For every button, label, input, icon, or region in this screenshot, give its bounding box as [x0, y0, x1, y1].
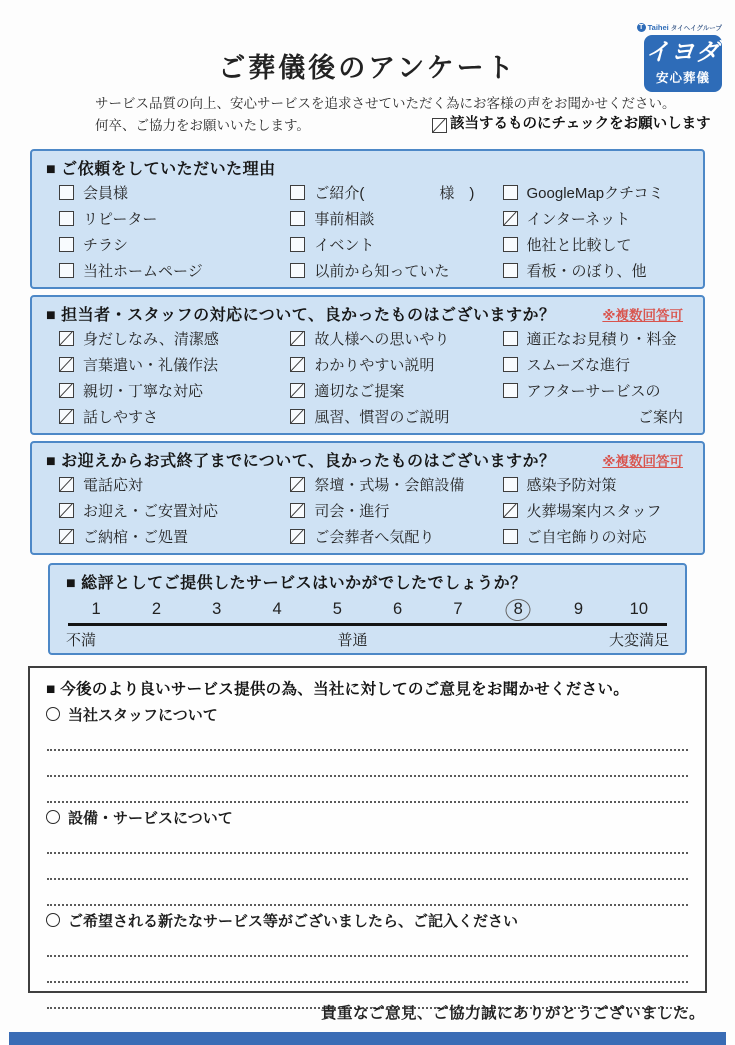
comment-prompt-label: 当社スタッフについて — [68, 706, 218, 724]
checkbox-option[interactable] — [503, 231, 689, 257]
checkbox-icon[interactable] — [59, 237, 74, 252]
circle-bullet-icon — [46, 707, 60, 721]
company-logo — [627, 23, 722, 92]
checkbox-icon[interactable] — [503, 357, 518, 372]
rating-value-selected[interactable]: 8 — [488, 597, 548, 622]
option-label: 司会・進行 — [314, 502, 390, 520]
option-label: スムーズな進行 — [526, 356, 631, 374]
checkbox-column — [46, 325, 290, 429]
taihei-group-label: タイヘイグループ — [670, 25, 722, 32]
check-instruction-label: 該当するものにチェックをお願いします — [450, 116, 711, 133]
section-comments — [28, 666, 707, 993]
checkbox-option[interactable] — [503, 523, 689, 549]
checkbox-checked-icon[interactable] — [290, 357, 305, 372]
option-label: お迎え・ご安置対応 — [83, 502, 219, 520]
comment-write-line[interactable] — [47, 931, 688, 957]
footer-accent-bar — [9, 1032, 726, 1045]
comment-write-line[interactable] — [47, 880, 688, 906]
rating-value[interactable]: 10 — [629, 600, 648, 618]
checkbox-column — [503, 325, 689, 429]
checkbox-option[interactable] — [503, 325, 689, 351]
option-label: 電話応対 — [83, 476, 144, 494]
checkbox-checked-icon[interactable] — [59, 383, 74, 398]
rating-scale — [66, 597, 669, 622]
rating-value[interactable]: 6 — [393, 600, 403, 618]
checkbox-option[interactable] — [503, 179, 689, 205]
option-label: 他社と比較して — [526, 236, 632, 254]
taihei-wordmark: Taihei — [647, 23, 669, 32]
rating-value[interactable]: 4 — [272, 600, 282, 618]
checkbox-option[interactable] — [290, 471, 502, 497]
comment-prompt — [46, 909, 689, 931]
option-label: 会員様 — [83, 184, 129, 202]
section-title: ■ ご依頼をしていただいた理由 — [46, 161, 276, 178]
section-title: ■ 担当者・スタッフの対応について、良かったものはございますか？ — [46, 307, 556, 324]
circle-bullet-icon — [46, 913, 60, 927]
checkbox-option[interactable] — [290, 205, 502, 231]
rating-scale-labels — [66, 628, 669, 650]
checkbox-icon[interactable] — [290, 263, 305, 278]
checkbox-option[interactable] — [290, 497, 502, 523]
circle-bullet-icon — [46, 810, 60, 824]
checkbox-option[interactable] — [46, 205, 290, 231]
option-label: インターネット — [526, 210, 631, 228]
rating-label-low: 不満 — [66, 631, 97, 649]
checkbox-option[interactable] — [503, 497, 689, 523]
checkbox-icon[interactable] — [503, 529, 518, 544]
check-instruction — [432, 114, 711, 136]
checkbox-icon[interactable] — [59, 263, 74, 278]
checkbox-column — [46, 179, 290, 283]
multi-answer-note: ※複数回答可 — [602, 307, 683, 323]
checkbox-checked-icon[interactable] — [290, 503, 305, 518]
option-label: 当社ホームページ — [83, 262, 203, 280]
page-title: ご葬儀後のアンケート — [218, 53, 517, 83]
option-label: 適正なお見積り・料金 — [526, 330, 677, 348]
rating-value[interactable]: 3 — [212, 600, 222, 618]
rating-value[interactable]: 9 — [573, 600, 584, 618]
option-label: 故人様への思いやり — [314, 330, 450, 348]
comment-prompt — [46, 703, 689, 725]
checkbox-option[interactable] — [46, 523, 290, 549]
checkbox-option[interactable] — [46, 257, 290, 283]
section-title: ■ お迎えからお式終了までについて、良かったものはございますか？ — [46, 453, 556, 470]
option-label: 看板・のぼり、他 — [526, 262, 647, 280]
comment-write-line[interactable] — [47, 777, 688, 803]
checkbox-checked-icon[interactable] — [290, 477, 305, 492]
comment-blocks — [46, 703, 689, 1009]
checkbox-checked-icon[interactable] — [59, 503, 74, 518]
option-label: GoogleMapクチコミ — [526, 184, 664, 202]
option-label: リピーター — [83, 210, 158, 228]
checkbox-column — [290, 179, 502, 283]
checkbox-column — [503, 471, 689, 549]
checkbox-icon[interactable] — [503, 477, 518, 492]
iyoda-logo-subtext: 安心葬儀 — [655, 71, 710, 85]
rating-label-mid: 普通 — [337, 631, 368, 649]
intro-text — [95, 94, 735, 136]
checkbox-checked-icon[interactable] — [503, 211, 518, 226]
checkbox-grid — [46, 179, 689, 283]
checkbox-option[interactable] — [290, 179, 502, 205]
iyoda-logo-text: イヨダ — [645, 39, 721, 66]
option-label: わかりやすい説明 — [314, 356, 435, 374]
section-staff-response — [30, 295, 705, 435]
checkbox-icon[interactable] — [503, 263, 518, 278]
comment-prompt-label: 設備・サービスについて — [68, 809, 233, 827]
option-label: 感染予防対策 — [526, 476, 617, 494]
checkbox-checked-icon[interactable] — [59, 357, 74, 372]
checkbox-checked-icon[interactable] — [59, 331, 74, 346]
checkbox-column — [46, 471, 290, 549]
checkbox-column — [290, 325, 502, 429]
checkbox-option[interactable] — [46, 351, 290, 377]
rating-value[interactable]: 2 — [151, 600, 162, 618]
checkbox-grid — [46, 471, 689, 549]
option-label: 風習、慣習のご説明 — [314, 408, 450, 426]
checkbox-checked-icon — [432, 118, 447, 133]
checkbox-grid — [46, 325, 689, 429]
checkbox-option[interactable] — [46, 179, 290, 205]
section-ceremony — [30, 441, 705, 555]
checkbox-icon[interactable] — [290, 211, 305, 226]
checkbox-option[interactable] — [503, 257, 689, 283]
checkbox-column — [503, 179, 689, 283]
checkbox-column — [290, 471, 502, 549]
checkbox-option[interactable] — [503, 377, 689, 403]
checkbox-option[interactable] — [46, 231, 290, 257]
checkbox-checked-icon[interactable] — [290, 331, 305, 346]
comment-prompt — [46, 806, 689, 828]
rating-scale-line — [68, 623, 667, 626]
option-label: 火葬場案内スタッフ — [526, 502, 662, 520]
rating-value[interactable]: 1 — [91, 600, 101, 618]
comment-write-line[interactable] — [47, 957, 688, 983]
checkbox-checked-icon[interactable] — [59, 529, 74, 544]
comment-prompt-label: ご希望される新たなサービス等がございましたら、ご記入ください — [68, 912, 519, 930]
checkbox-option[interactable] — [46, 497, 290, 523]
option-label: ご納棺・ご処置 — [83, 528, 189, 546]
checkbox-option[interactable] — [290, 231, 502, 257]
checkbox-checked-icon[interactable] — [290, 383, 305, 398]
option-label: 事前相談 — [314, 210, 375, 228]
taihei-group-logo — [627, 23, 722, 32]
comment-write-line[interactable] — [47, 828, 688, 854]
option-label: チラシ — [83, 236, 129, 254]
option-label: 親切・丁寧な対応 — [83, 382, 204, 400]
multi-answer-note: ※複数回答可 — [602, 453, 683, 469]
option-label: 話しやすさ — [83, 408, 159, 426]
section-overall-rating — [48, 563, 687, 655]
checkbox-option[interactable] — [503, 403, 689, 429]
rating-value[interactable]: 7 — [453, 600, 463, 618]
section-title: ■ 総評としてご提供したサービスはいかがでしたでしょうか？ — [66, 575, 527, 592]
option-label: 身だしなみ、清潔感 — [83, 330, 219, 348]
option-label: アフターサービスの — [526, 382, 661, 400]
checkbox-icon[interactable] — [503, 383, 518, 398]
comment-write-line[interactable] — [47, 725, 688, 751]
checkbox-option[interactable] — [290, 377, 502, 403]
checkbox-option[interactable] — [46, 471, 290, 497]
checkbox-icon[interactable] — [503, 185, 518, 200]
checkbox-option[interactable] — [503, 471, 689, 497]
checkbox-icon[interactable] — [59, 185, 74, 200]
option-label: ご自宅飾りの対応 — [526, 528, 647, 546]
option-label: ご紹介( 様 ) — [314, 184, 475, 202]
checkbox-option[interactable] — [46, 403, 290, 429]
rating-label-high: 大変満足 — [608, 631, 669, 649]
checkbox-option[interactable] — [503, 205, 689, 231]
checkbox-checked-icon[interactable] — [290, 529, 305, 544]
section-request-reason — [30, 149, 705, 289]
checkbox-option[interactable] — [290, 351, 502, 377]
comment-write-line[interactable] — [47, 751, 688, 777]
option-label: 祭壇・式場・会館設備 — [314, 476, 465, 494]
checkbox-icon[interactable] — [503, 237, 518, 252]
checkbox-icon[interactable] — [59, 211, 74, 226]
page-header — [0, 0, 735, 143]
checkbox-icon[interactable] — [503, 331, 518, 346]
taihei-mark-icon: T — [637, 23, 646, 32]
option-label: 適切なご提案 — [314, 382, 405, 400]
checkbox-icon[interactable] — [290, 185, 305, 200]
option-label: 以前から知っていた — [314, 262, 450, 280]
checkbox-icon[interactable] — [290, 237, 305, 252]
checkbox-option[interactable] — [290, 523, 502, 549]
intro-line-2: 何卒、ご協力をお願いいたします。 — [95, 117, 310, 133]
checkbox-option[interactable] — [503, 351, 689, 377]
checkbox-option[interactable] — [290, 403, 502, 429]
comment-write-line[interactable] — [47, 854, 688, 880]
checkbox-checked-icon[interactable] — [503, 503, 518, 518]
checkbox-option[interactable] — [290, 325, 502, 351]
comments-title: ■ 今後のより良いサービス提供の為、当社に対してのご意見をお聞かせください。 — [46, 681, 630, 698]
checkbox-option[interactable] — [46, 377, 290, 403]
option-label: ご会葬者へ気配り — [314, 528, 435, 546]
intro-line-1: サービス品質の向上、安心サービスを追求させていただく為にお客様の声をお聞かせください。 — [95, 96, 676, 111]
iyoda-logo-badge — [644, 35, 722, 92]
checkbox-option[interactable] — [290, 257, 502, 283]
option-label: イベント — [314, 236, 375, 254]
checkbox-option[interactable] — [46, 325, 290, 351]
checkbox-checked-icon[interactable] — [59, 409, 74, 424]
thanks-message: 貴重なご意見、ご協力誠にありがとうございました。 — [320, 1005, 705, 1022]
option-label: 言葉遣い・礼儀作法 — [83, 356, 219, 374]
checkbox-checked-icon[interactable] — [290, 409, 305, 424]
option-label: ご案内 — [637, 408, 683, 426]
rating-value[interactable]: 5 — [332, 600, 342, 618]
checkbox-checked-icon[interactable] — [59, 477, 74, 492]
